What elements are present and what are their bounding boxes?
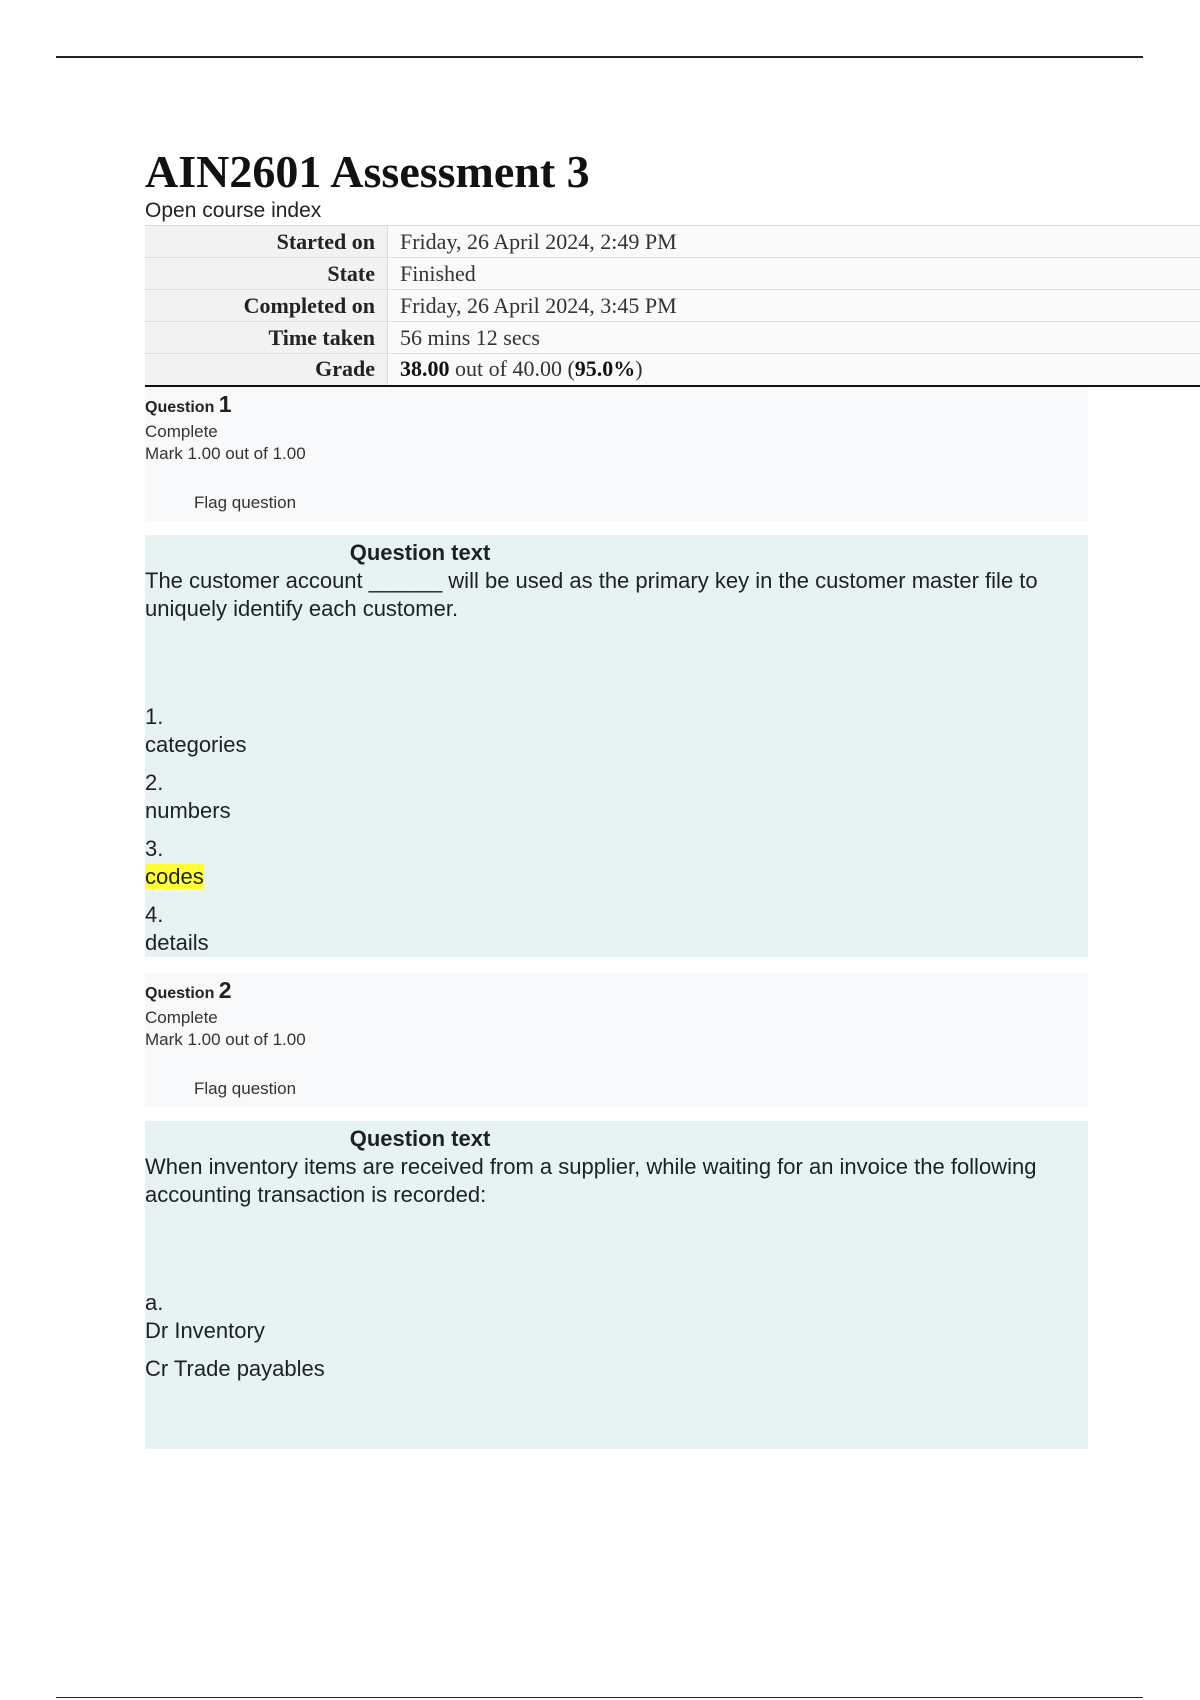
summary-row-started bbox=[145, 226, 1200, 258]
answer-option[interactable]: categories bbox=[145, 731, 247, 757]
flag-question-link[interactable] bbox=[145, 1051, 1088, 1107]
summary-label: Completed on bbox=[145, 290, 388, 322]
summary-row-state bbox=[145, 258, 1200, 290]
question-mark: Mark 1.00 out of 1.00 bbox=[145, 1029, 306, 1049]
summary-value bbox=[388, 354, 1200, 386]
question-content bbox=[145, 1121, 1088, 1449]
question-num: 2 bbox=[218, 976, 232, 1003]
grade-score: 38.00 bbox=[400, 356, 450, 382]
summary-row-time-taken bbox=[145, 322, 1200, 354]
summary-row-completed bbox=[145, 290, 1200, 322]
flag-question-label[interactable]: Flag question bbox=[194, 492, 297, 512]
grade-percent: 95.0% bbox=[574, 356, 636, 382]
summary-value: Friday, 26 April 2024, 3:45 PM bbox=[388, 290, 1200, 322]
question-prefix: Question bbox=[145, 984, 215, 1002]
summary-label: State bbox=[145, 258, 388, 290]
question-number bbox=[145, 973, 1088, 1007]
question-num: 1 bbox=[218, 390, 232, 417]
question-info bbox=[145, 387, 1088, 521]
summary-value: Friday, 26 April 2024, 2:49 PM bbox=[388, 226, 1200, 258]
page-content bbox=[145, 145, 1200, 1449]
top-rule bbox=[56, 56, 1143, 58]
attempt-summary-table bbox=[145, 225, 1200, 387]
grade-close: ) bbox=[635, 356, 643, 382]
question-text: When inventory items are received from a supplier, while waiting for an invoice the following accounting transaction is recorded: bbox=[145, 1153, 1037, 1207]
question-state: Complete bbox=[145, 421, 218, 441]
summary-label: Grade bbox=[145, 354, 388, 386]
question-text-heading: Question text bbox=[349, 1125, 491, 1151]
answer-list bbox=[145, 1209, 1088, 1383]
grade-out-of: out of 40.00 ( bbox=[449, 356, 575, 382]
flag-question-link[interactable] bbox=[145, 465, 1088, 521]
summary-label: Started on bbox=[145, 226, 388, 258]
question-prefix: Question bbox=[145, 398, 215, 416]
answer-number: 3. bbox=[145, 835, 164, 861]
question-mark: Mark 1.00 out of 1.00 bbox=[145, 443, 306, 463]
answer-number: 4. bbox=[145, 901, 164, 927]
answer-option[interactable]: details bbox=[145, 929, 209, 955]
question-text-heading: Question text bbox=[349, 539, 491, 565]
answer-option-selected[interactable] bbox=[145, 863, 1088, 891]
answer-highlight: codes bbox=[145, 863, 204, 889]
question-content bbox=[145, 535, 1088, 957]
question-text: The customer account ______ will be used as the primary key in the customer master file to uniquely identify each customer. bbox=[145, 567, 1038, 621]
answer-option[interactable]: Dr Inventory bbox=[145, 1317, 265, 1343]
summary-value: 56 mins 12 secs bbox=[388, 322, 1200, 354]
page-title: AIN2601 Assessment 3 bbox=[145, 146, 590, 197]
question-info bbox=[145, 973, 1088, 1107]
summary-value: Finished bbox=[388, 258, 1200, 290]
answer-number: a. bbox=[145, 1289, 164, 1315]
flag-question-label[interactable]: Flag question bbox=[194, 1078, 297, 1098]
answer-option[interactable]: numbers bbox=[145, 797, 231, 823]
question-number bbox=[145, 387, 1088, 421]
answer-number: 2. bbox=[145, 769, 164, 795]
open-course-index-link[interactable]: Open course index bbox=[145, 199, 322, 222]
summary-label: Time taken bbox=[145, 322, 388, 354]
answer-option-line2: Cr Trade payables bbox=[145, 1355, 325, 1381]
question-state: Complete bbox=[145, 1007, 218, 1027]
bottom-rule bbox=[56, 1697, 1143, 1698]
answer-number: 1. bbox=[145, 703, 164, 729]
answer-list bbox=[145, 623, 1088, 957]
summary-row-grade bbox=[145, 354, 1200, 386]
